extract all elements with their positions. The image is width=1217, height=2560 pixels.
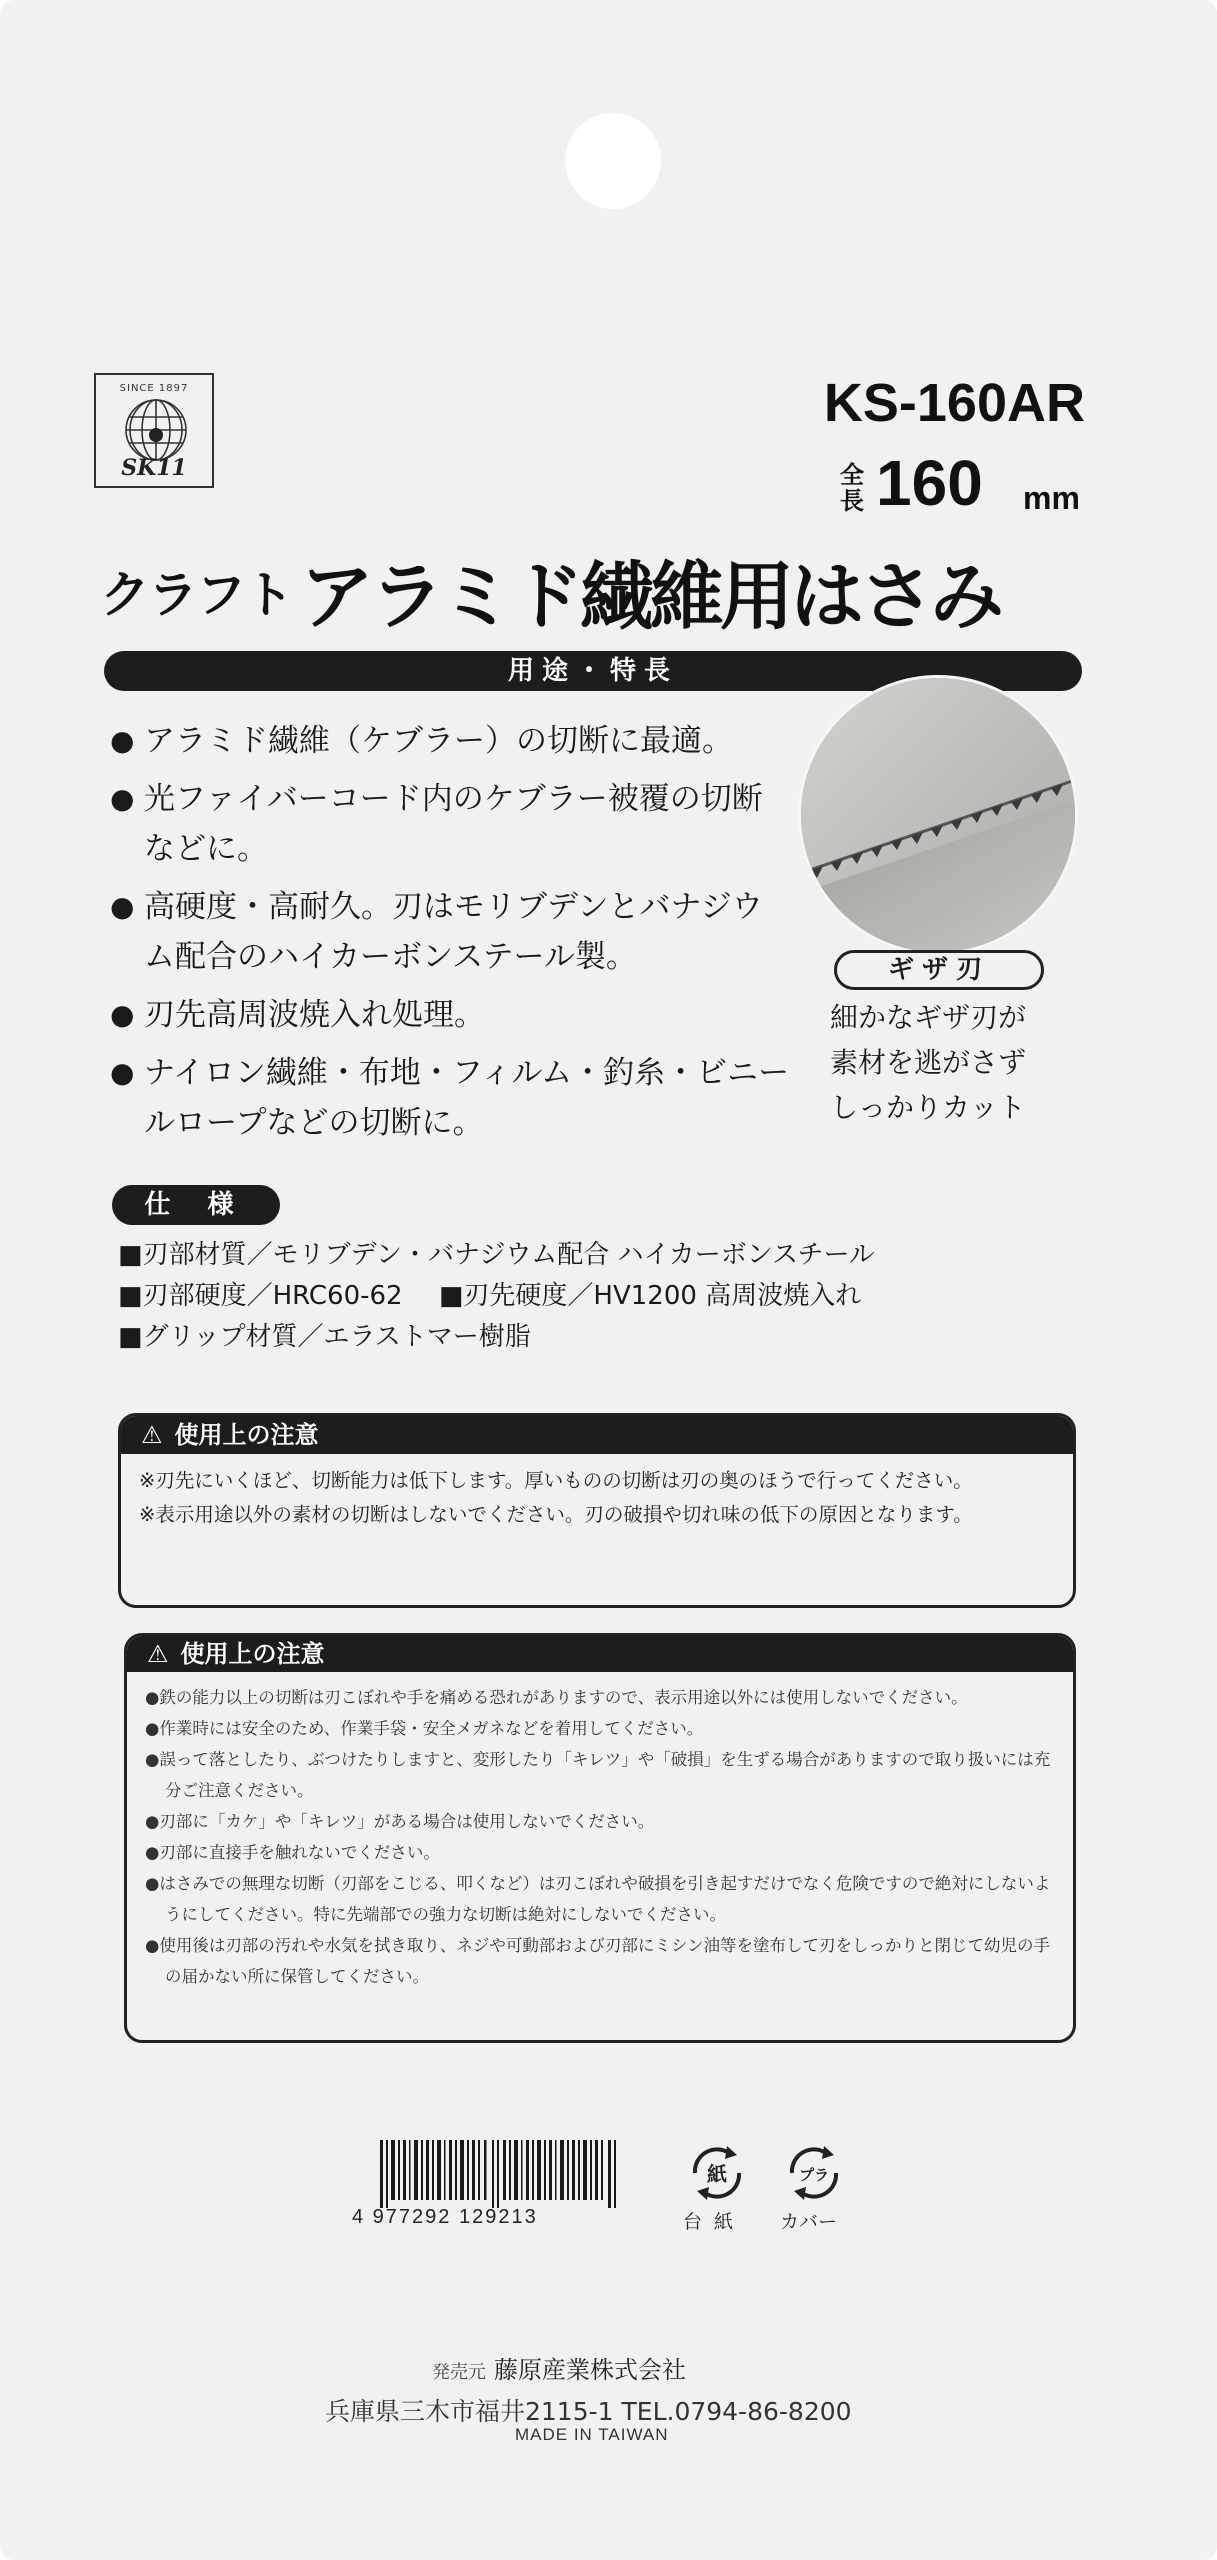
- spec-item: ■刃部硬度／HRC60-62: [118, 1281, 403, 1311]
- warning-icon: ⚠: [141, 1421, 163, 1449]
- company-address: 兵庫県三木市福井2115-1 TEL.0794-86-8200: [325, 2397, 852, 2426]
- caution-line: ●使用後は刃部の汚れや水気を拭き取り、ネジや可動部および刃部にミシン油等を塗布して刃をしっかりと閉じて幼児の手の届かない所に保管してください。: [145, 1936, 1050, 1986]
- specs-header: 仕 様: [112, 1185, 280, 1225]
- barcode-number: 4 977292 129213: [352, 2206, 538, 2228]
- company-name: 藤原産業株式会社: [494, 2356, 686, 2384]
- caution-body: [127, 1672, 1073, 1992]
- serrated-blade-image: [798, 675, 1078, 955]
- caution-line: ●誤って落としたり、ぶつけたりしますと、変形したり「キレツ」や「破損」を生ずる場合がありますので取り扱いには充分ご注意ください。: [145, 1750, 1051, 1800]
- product-title: アラミド繊維用はさみ: [300, 554, 1000, 640]
- blade-text-line: 素材を逃がさず: [830, 1046, 1027, 1079]
- caution-line: ●作業時には安全のため、作業手袋・安全メガネなどを着用してください。: [145, 1719, 704, 1738]
- caution-body: [121, 1454, 1073, 1532]
- feature-item: ● 高硬度・高耐久。刃はモリブデンとバナジウム配合のハイカーボンステール製。: [110, 882, 790, 982]
- spec-item: ■刃先硬度／HV1200 高周波焼入れ: [438, 1281, 862, 1311]
- feature-list: [110, 716, 790, 1156]
- logo-since: SINCE 1897: [119, 383, 189, 394]
- caution-line: ●鉄の能力以上の切断は刃こぼれや手を痛める恐れがありますので、表示用途以外には使用しないでください。: [145, 1688, 968, 1707]
- plastic-recycle-icon: [782, 2143, 846, 2203]
- length-unit: mm: [1023, 480, 1080, 516]
- recycle-mark-symbol: プラ: [798, 2166, 830, 2184]
- caution-header: [127, 1636, 1073, 1672]
- recycle-mark-symbol: 紙: [707, 2162, 727, 2186]
- caution-header: [121, 1416, 1073, 1454]
- recycle-label: カバー: [780, 2211, 838, 2233]
- feature-item: ● アラミド繊維（ケブラー）の切断に最適。: [110, 716, 790, 766]
- caution-box: [118, 1413, 1076, 1608]
- warning-icon: ⚠: [147, 1640, 169, 1668]
- caution-line: ●刃部に直接手を触れないでください。: [145, 1843, 440, 1862]
- caution-title: 使用上の注意: [174, 1421, 319, 1449]
- caution-line: ※刃先にいくほど、切断能力は低下します。厚いものの切断は刃の奥のほうで行ってください。: [139, 1469, 973, 1492]
- spec-line: [118, 1317, 1118, 1358]
- feature-item: ● ナイロン繊維・布地・フィルム・釣糸・ビニールロープなどの切断に。: [110, 1048, 790, 1148]
- title-prefix: クラフト: [100, 566, 292, 624]
- spec-item: ■グリップ材質／エラストマー樹脂: [118, 1322, 531, 1352]
- feature-item: ● 刃先高周波焼入れ処理。: [110, 990, 790, 1040]
- seller-label: 発売元: [432, 2362, 486, 2383]
- seller: [432, 2350, 686, 2385]
- spec-line: [118, 1276, 1118, 1317]
- paper-recycle-icon: [685, 2143, 749, 2203]
- blade-text-line: しっかりカット: [830, 1091, 1026, 1124]
- caution-line: ※表示用途以外の素材の切断はしないでください。刃の破損や切れ味の低下の原因となります。: [139, 1503, 973, 1526]
- feature-item: ● 光ファイバーコード内のケブラー被覆の切断などに。: [110, 774, 790, 874]
- brand-logo: [94, 373, 214, 488]
- serrated-blade-description: [830, 995, 1090, 1130]
- recycle-label: 台紙: [683, 2211, 746, 2233]
- length-label: 全長: [840, 461, 864, 515]
- hang-hole: [565, 113, 661, 209]
- caution-line: ●はさみでの無理な切断（刃部をこじる、叩くなど）は刃こぼれや破損を引き起すだけでなく危険ですので絶対にしないようにしてください。特に先端部での強力な切断は絶対にしないでください。: [145, 1874, 1051, 1924]
- caution-box-detailed: [124, 1633, 1076, 2043]
- spec-line: [118, 1235, 1118, 1276]
- caution-line: ●刃部に「カケ」や「キレツ」がある場合は使用しないでください。: [145, 1812, 655, 1831]
- logo-name: SK11: [121, 455, 187, 481]
- barcode-image: [380, 2140, 620, 2208]
- blade-text-line: 細かなギザ刃が: [830, 1001, 1027, 1034]
- caution-title: 使用上の注意: [180, 1640, 325, 1668]
- made-in: MADE IN TAIWAN: [515, 2425, 669, 2444]
- model-number: KS-160AR: [823, 373, 1085, 433]
- usage-header: 用途・特長: [104, 651, 1082, 691]
- spec-item: ■刃部材質／モリブデン・バナジウム配合 ハイカーボンスチール: [118, 1240, 875, 1270]
- serrated-blade-tag: ギザ刃: [834, 950, 1044, 990]
- length-value: 160: [876, 447, 983, 519]
- specs-list: [118, 1235, 1118, 1358]
